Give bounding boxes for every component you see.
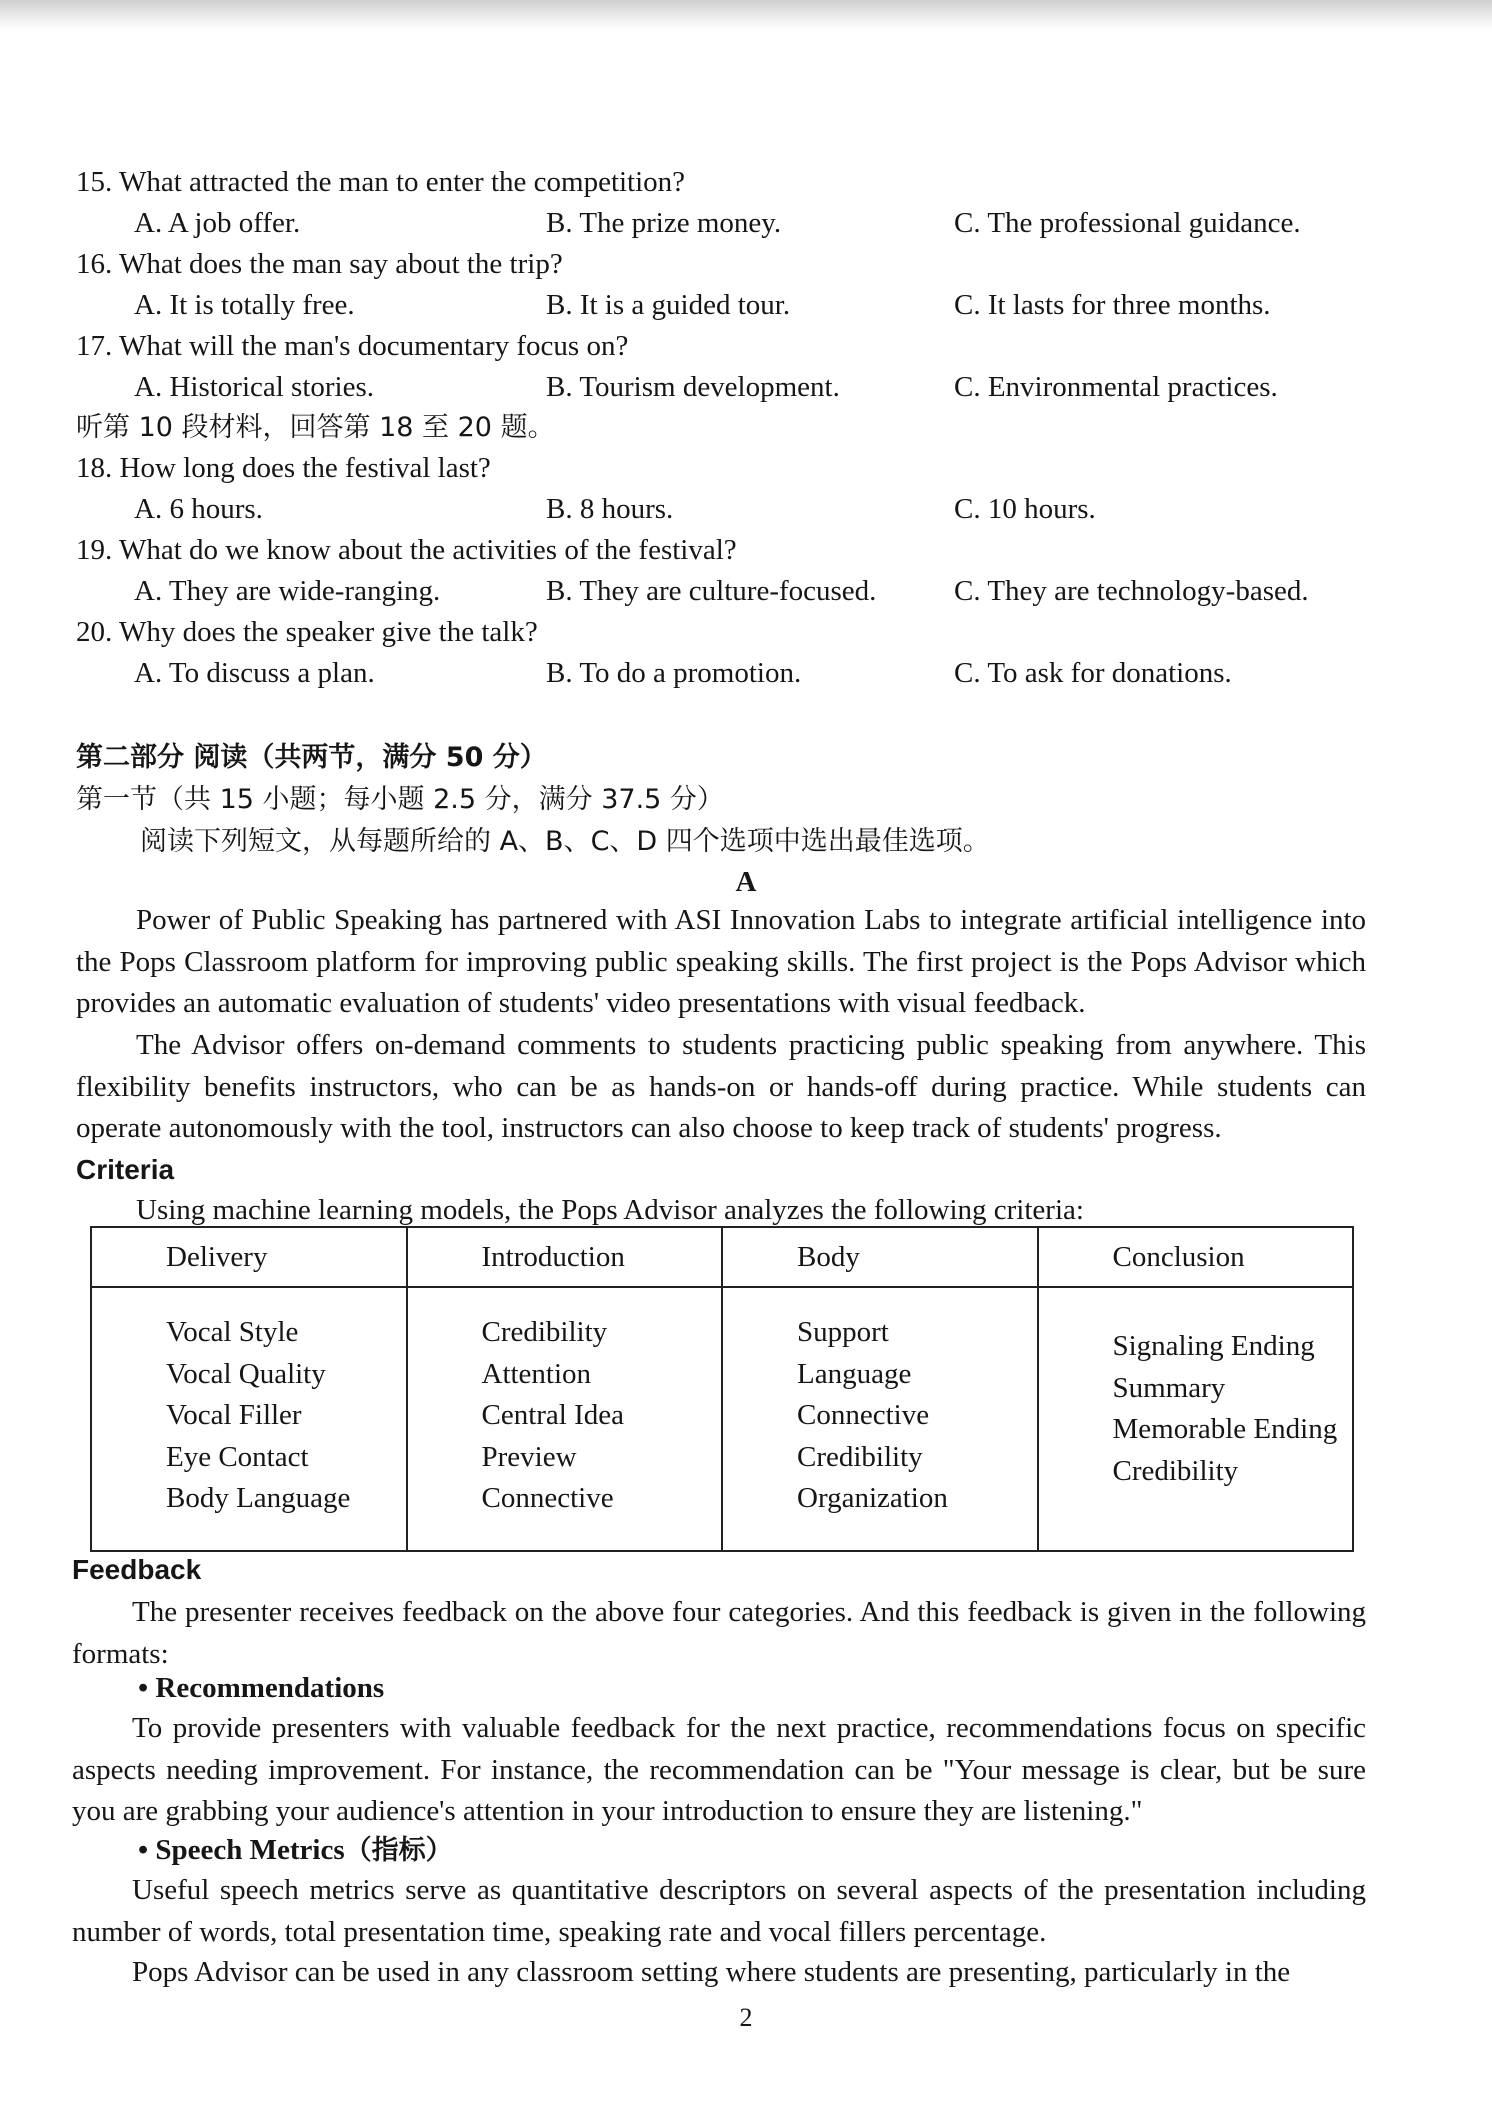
q17-option-a: A. Historical stories. (134, 371, 375, 403)
criteria-table (90, 1226, 1354, 1552)
question-15-stem: 15. What attracted the man to enter the competition? (76, 166, 686, 198)
q15-option-c: C. The professional guidance. (954, 207, 1301, 239)
body-item: Support (797, 1316, 889, 1348)
introduction-item: Credibility (481, 1316, 608, 1348)
feedback-paragraph: The presenter receives feedback on the above four categories. And this feedback is given in the following formats: (72, 1596, 1366, 1670)
question-19-stem: 19. What do we know about the activities of the festival? (76, 534, 737, 566)
reading-instruction: 阅读下列短文，从每题所给的 A、B、C、D 四个选项中选出最佳选项。 (140, 826, 990, 857)
body-item: Credibility (797, 1440, 923, 1473)
q19-option-b: B. They are culture-focused. (546, 575, 877, 607)
question-18-stem: 18. How long does the festival last? (76, 452, 491, 484)
passage-paragraph-1: Power of Public Speaking has partnered with ASI Innovation Labs to integrate artificial intelligence into the Pops Classroom platform for improving public speaking skills. The first project is the Pops Advisor which provides an automatic evaluation of students' video presentations with visual feedback. (76, 904, 1366, 1019)
q16-option-a: A. It is totally free. (134, 289, 355, 321)
body-item: Connective (797, 1399, 930, 1431)
header-introduction: Introduction (407, 1227, 723, 1287)
criteria-table-body-row (91, 1287, 1353, 1551)
body-item: Language (797, 1357, 912, 1390)
page-number: 2 (739, 2003, 753, 2032)
question-16-stem: 16. What does the man say about the trip? (76, 248, 563, 280)
passage-paragraph-2: The Advisor offers on-demand comments to students practicing public speaking from anywhere. This flexibility benefits instructors, who can be as hands-on or hands-off during practice. While students can operate autonomously with the tool, instructors can also choose to keep track of students' progress. (76, 1029, 1366, 1144)
section-one-title: 第一节（共 15 小题；每小题 2.5 分，满分 37.5 分） (76, 784, 724, 815)
q20-option-b: B. To do a promotion. (546, 657, 802, 689)
feedback-heading: Feedback (72, 1554, 202, 1585)
introduction-item: Connective (481, 1482, 614, 1514)
introduction-item: Attention (481, 1357, 592, 1390)
q18-option-a: A. 6 hours. (134, 493, 263, 525)
conclusion-cell (1038, 1287, 1354, 1551)
introduction-item: Central Idea (481, 1399, 625, 1431)
conclusion-item: Summary (1112, 1371, 1226, 1404)
q17-option-c: C. Environmental practices. (954, 371, 1278, 403)
recommendations-heading: • Recommendations (138, 1672, 385, 1704)
recommendations-paragraph: To provide presenters with valuable feedback for the next practice, recommendations focus on specific aspects needing improvement. For instance, the recommendation can be "Your message is clear, but be sure you are grabbing your audience's attention in your introduction to ensure they are listening." (72, 1712, 1366, 1827)
delivery-item: Body Language (166, 1482, 351, 1514)
introduction-item: Preview (481, 1440, 577, 1473)
q18-option-b: B. 8 hours. (546, 493, 674, 525)
conclusion-item: Credibility (1112, 1454, 1239, 1487)
question-17-stem: 17. What will the man's documentary focus on? (76, 330, 629, 362)
criteria-intro: Using machine learning models, the Pops Advisor analyzes the following criteria: (136, 1194, 1084, 1226)
q20-option-c: C. To ask for donations. (954, 657, 1232, 689)
speech-metrics-heading-cn: （指标） (344, 1835, 453, 1866)
header-conclusion: Conclusion (1038, 1227, 1354, 1287)
q15-option-a: A. A job offer. (134, 207, 301, 239)
introduction-cell (407, 1287, 723, 1551)
q17-option-b: B. Tourism development. (546, 371, 840, 403)
conclusion-item: Signaling Ending (1112, 1330, 1315, 1362)
question-20-stem: 20. Why does the speaker give the talk? (76, 616, 538, 648)
q18-option-c: C. 10 hours. (954, 493, 1096, 525)
q20-option-a: A. To discuss a plan. (134, 657, 375, 689)
listening-instruction-10: 听第 10 段材料，回答第 18 至 20 题。 (76, 412, 555, 443)
delivery-item: Eye Contact (166, 1440, 309, 1473)
header-delivery: Delivery (91, 1227, 407, 1287)
q16-option-b: B. It is a guided tour. (546, 289, 791, 321)
q15-option-b: B. The prize money. (546, 207, 782, 239)
body-cell (722, 1287, 1038, 1551)
delivery-item: Vocal Style (166, 1316, 299, 1348)
delivery-item: Vocal Quality (166, 1357, 326, 1390)
closing-paragraph: Pops Advisor can be used in any classroom setting where students are presenting, particularly in the (132, 1956, 1291, 1988)
q16-option-c: C. It lasts for three months. (954, 289, 1271, 321)
q19-option-c: C. They are technology-based. (954, 575, 1309, 607)
header-body: Body (722, 1227, 1038, 1287)
part-two-title: 第二部分 阅读（共两节，满分 50 分） (76, 742, 547, 773)
speech-metrics-heading (138, 1832, 453, 1869)
speech-metrics-heading-en: • Speech Metrics (138, 1834, 345, 1866)
body-item: Organization (797, 1482, 948, 1514)
criteria-heading: Criteria (76, 1154, 175, 1185)
passage-letter: A (735, 866, 757, 898)
q19-option-a: A. They are wide-ranging. (134, 575, 441, 607)
delivery-item: Vocal Filler (166, 1399, 302, 1431)
conclusion-item: Memorable Ending (1112, 1413, 1338, 1445)
criteria-table-header-row (91, 1227, 1353, 1287)
speech-metrics-paragraph: Useful speech metrics serve as quantitative descriptors on several aspects of the presentation including number of words, total presentation time, speaking rate and vocal fillers percentage. (72, 1874, 1366, 1948)
delivery-cell (91, 1287, 407, 1551)
